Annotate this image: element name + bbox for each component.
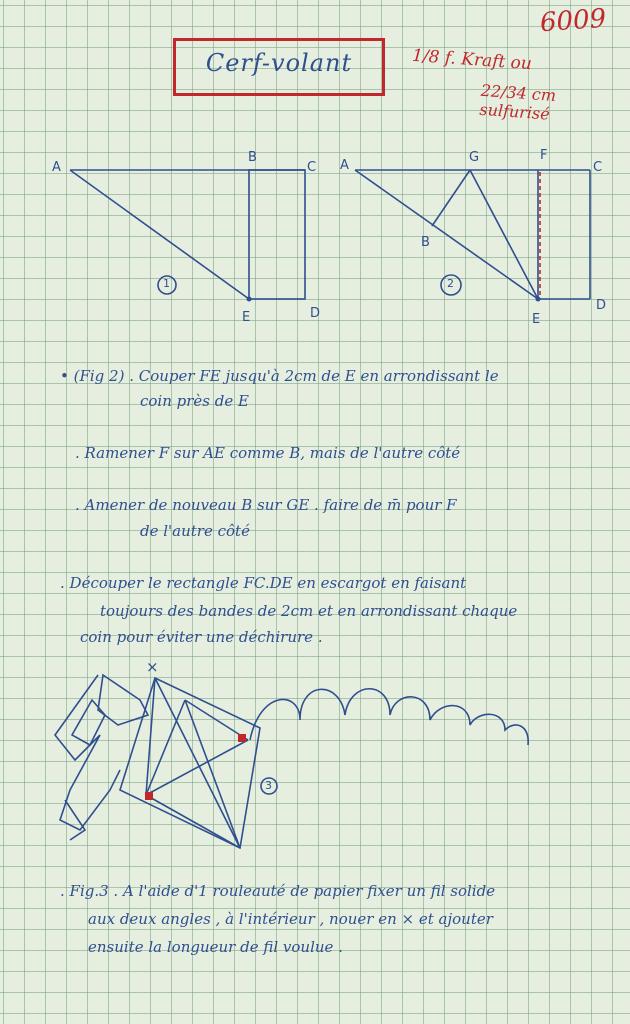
fig1-number: 1	[163, 277, 170, 290]
fig1-label-d: D	[310, 306, 321, 321]
page-number: 6009	[539, 3, 608, 39]
instruction-2-line-1: . Ramener F sur AE comme B, mais de l'autre côté	[75, 444, 461, 462]
fig1-label-b: B	[248, 150, 257, 165]
instruction-5-line-2: aux deux angles , à l'intérieur , nouer en × et ajouter	[88, 910, 493, 928]
instruction-1-line-1: • (Fig 2) . Couper FE jusqu'à 2cm de E en arrondissant le	[60, 367, 499, 385]
instruction-1-line-2: coin près de E	[140, 392, 249, 410]
instruction-3-line-2: de l'autre côté	[140, 522, 250, 540]
fig2-label-d: D	[596, 298, 607, 313]
instruction-4-line-2: toujours des bandes de 2cm et en arrondissant chaque	[100, 602, 518, 620]
fig2-label-e: E	[532, 312, 541, 327]
fig1-label-a: A	[52, 160, 61, 175]
fig1-label-c: C	[307, 160, 317, 175]
material-line-2: 22/34 cm sulfurisé	[478, 80, 557, 124]
page-title: Cerf-volant	[205, 49, 353, 77]
fig3-knot-mark: ×	[146, 658, 159, 676]
fig2-label-c: C	[593, 160, 603, 175]
fig3-number: 3	[265, 779, 272, 792]
material-line-1: 1/8 f. Kraft ou	[411, 45, 533, 75]
instruction-4-line-1: . Découper le rectangle FC.DE en escargot en faisant	[60, 574, 467, 592]
fig2-label-b: B	[421, 235, 430, 250]
fig1-label-e: E	[242, 310, 251, 325]
instruction-5-line-3: ensuite la longueur de fil voulue .	[88, 938, 343, 956]
fig2-number: 2	[447, 277, 454, 290]
fig2-label-a: A	[340, 158, 349, 173]
instruction-4-line-3: coin pour éviter une déchirure .	[80, 628, 323, 646]
instruction-5-line-1: . Fig.3 . A l'aide d'1 rouleauté de papier fixer un fil solide	[60, 882, 496, 900]
instruction-3-line-1: . Amener de nouveau B sur GE . faire de m̄ pour F	[75, 496, 457, 514]
fig2-label-g: G	[469, 150, 480, 165]
fig2-label-f: F	[540, 148, 548, 163]
